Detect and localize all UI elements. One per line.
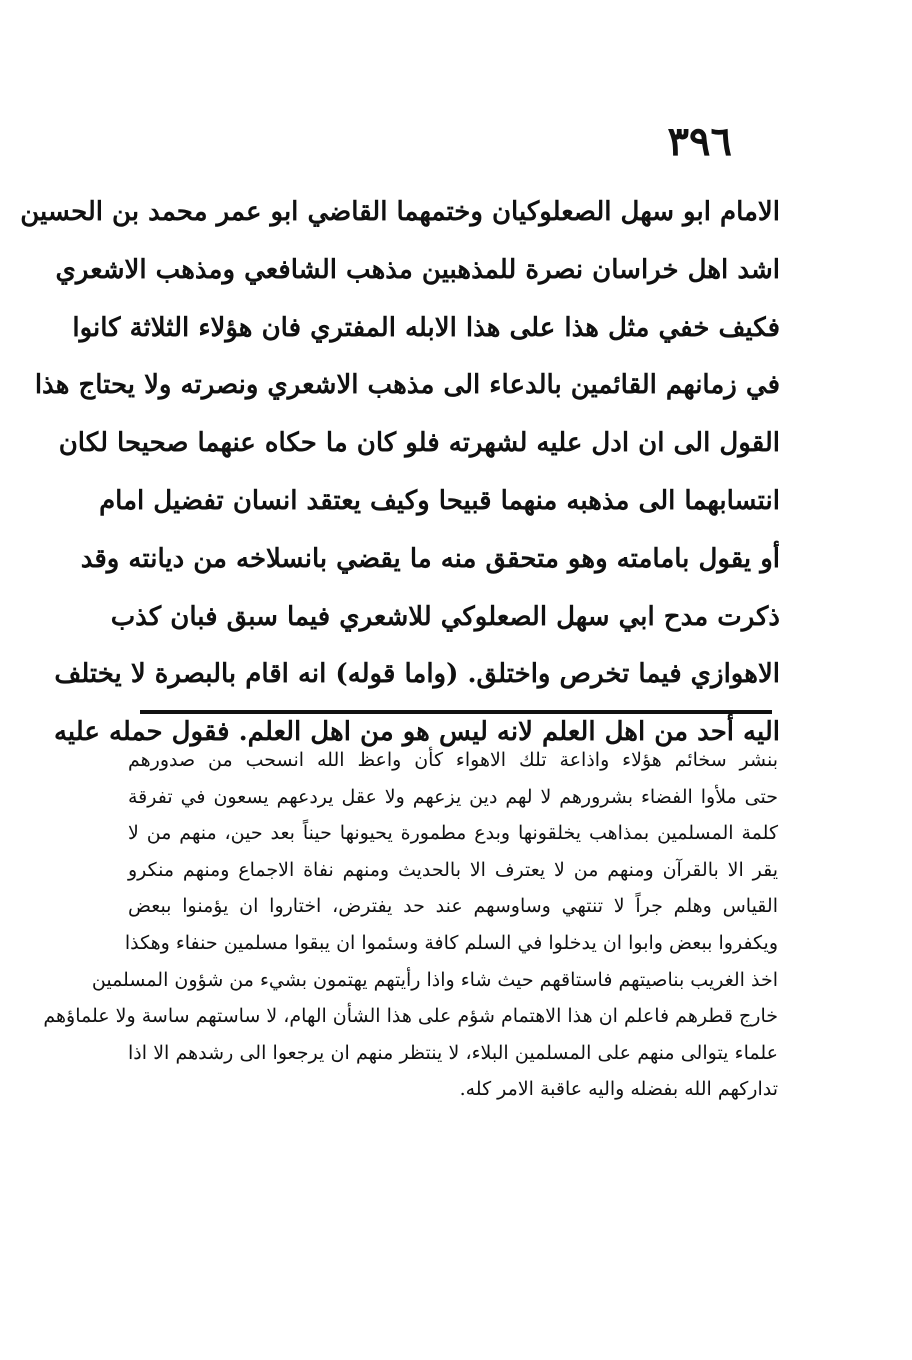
footnote-line: علماء يتوالى منهم على المسلمين البلاء، لا ينتظر منهم ان يرجعوا الى رشدهم الا اذا [128,1041,778,1064]
footnote-line: بنشر سخائم هؤلاء واذاعة تلك الاهواء كأن واعظ الله انسحب من صدورهم [128,749,778,771]
footnote-line: اخذ الغريب بناصيتهم فاستاقهم حيث شاء واذا رأيتهم يهتمون بشيء من شؤون المسلمين [91,968,778,991]
main-text-line: اليه أحد من اهل العلم لانه ليس هو من اهل العلم. فقول حمله عليه [53,717,780,748]
main-text-line: القول الى ان ادل عليه لشهرته فلو كان ما حكاه عنهما صحيحا لكان [58,428,780,459]
footnote-line: القياس وهلم جراً لا تنتهي وساوسهم عند حد يفترض، اختاروا ان يؤمنوا ببعض [128,895,778,918]
footnote-block [43,742,778,1108]
main-text-line: انتسابهما الى مذهبه منهما قبيحا وكيف يعتقد انسان تفضيل امام [99,485,780,516]
main-text-block [20,184,780,762]
main-text-line: في زمانهم القائمين بالدعاء الى مذهب الاشعري ونصرته ولا يحتاج هذا [34,370,780,401]
main-text-line: فكيف خفي مثل هذا على هذا الابله المفتري فان هؤلاء الثلاثة كانوا [72,312,780,343]
main-text-line: الاهوازي فيما تخرص واختلق. (واما قوله) انه اقام بالبصرة لا يختلف [54,659,780,690]
footnote-line: حتى ملأوا الفضاء بشرورهم لا لهم دين يزعهم ولا عقل يردعهم يسعون في تفرقة [128,785,778,808]
main-text-line: الامام ابو سهل الصعلوكيان وختمهما القاضي ابو عمر محمد بن الحسين [20,197,780,227]
main-text-line: أو يقول بامامته وهو متحقق منه ما يقضي بانسلاخه من ديانته وقد [80,543,780,574]
page-number: ٣٩٦ [667,118,732,165]
footnote-divider [140,710,772,714]
footnote-line: تداركهم الله بفضله واليه عاقبة الامر كله. [459,1078,778,1101]
footnote-line: ويكفروا ببعض وابوا ان يدخلوا في السلم كافة وسئموا ان يبقوا مسلمين حنفاء وهكذا [124,931,778,954]
main-text-line: ذكرت مدح ابي سهل الصعلوكي للاشعري فيما سبق فبان كذب [110,601,780,632]
footnote-line: خارج قطرهم فاعلم ان هذا الاهتمام شؤم على هذا الشأن الهام، لا ساستهم ساسة ولا علماؤهم [43,1005,778,1028]
main-text-line: اشد اهل خراسان نصرة للمذهبين مذهب الشافعي ومذهب الاشعري [55,254,780,285]
footnote-line: كلمة المسلمين بمذاهب يخلقونها وبدع مطمورة يحيونها حيناً بعد حين، منهم من لا [128,822,778,845]
footnote-line: يقر الا بالقرآن ومنهم من لا يعترف الا بالحديث ومنهم نفاة الاجماع ومنهم منكرو [128,858,778,881]
